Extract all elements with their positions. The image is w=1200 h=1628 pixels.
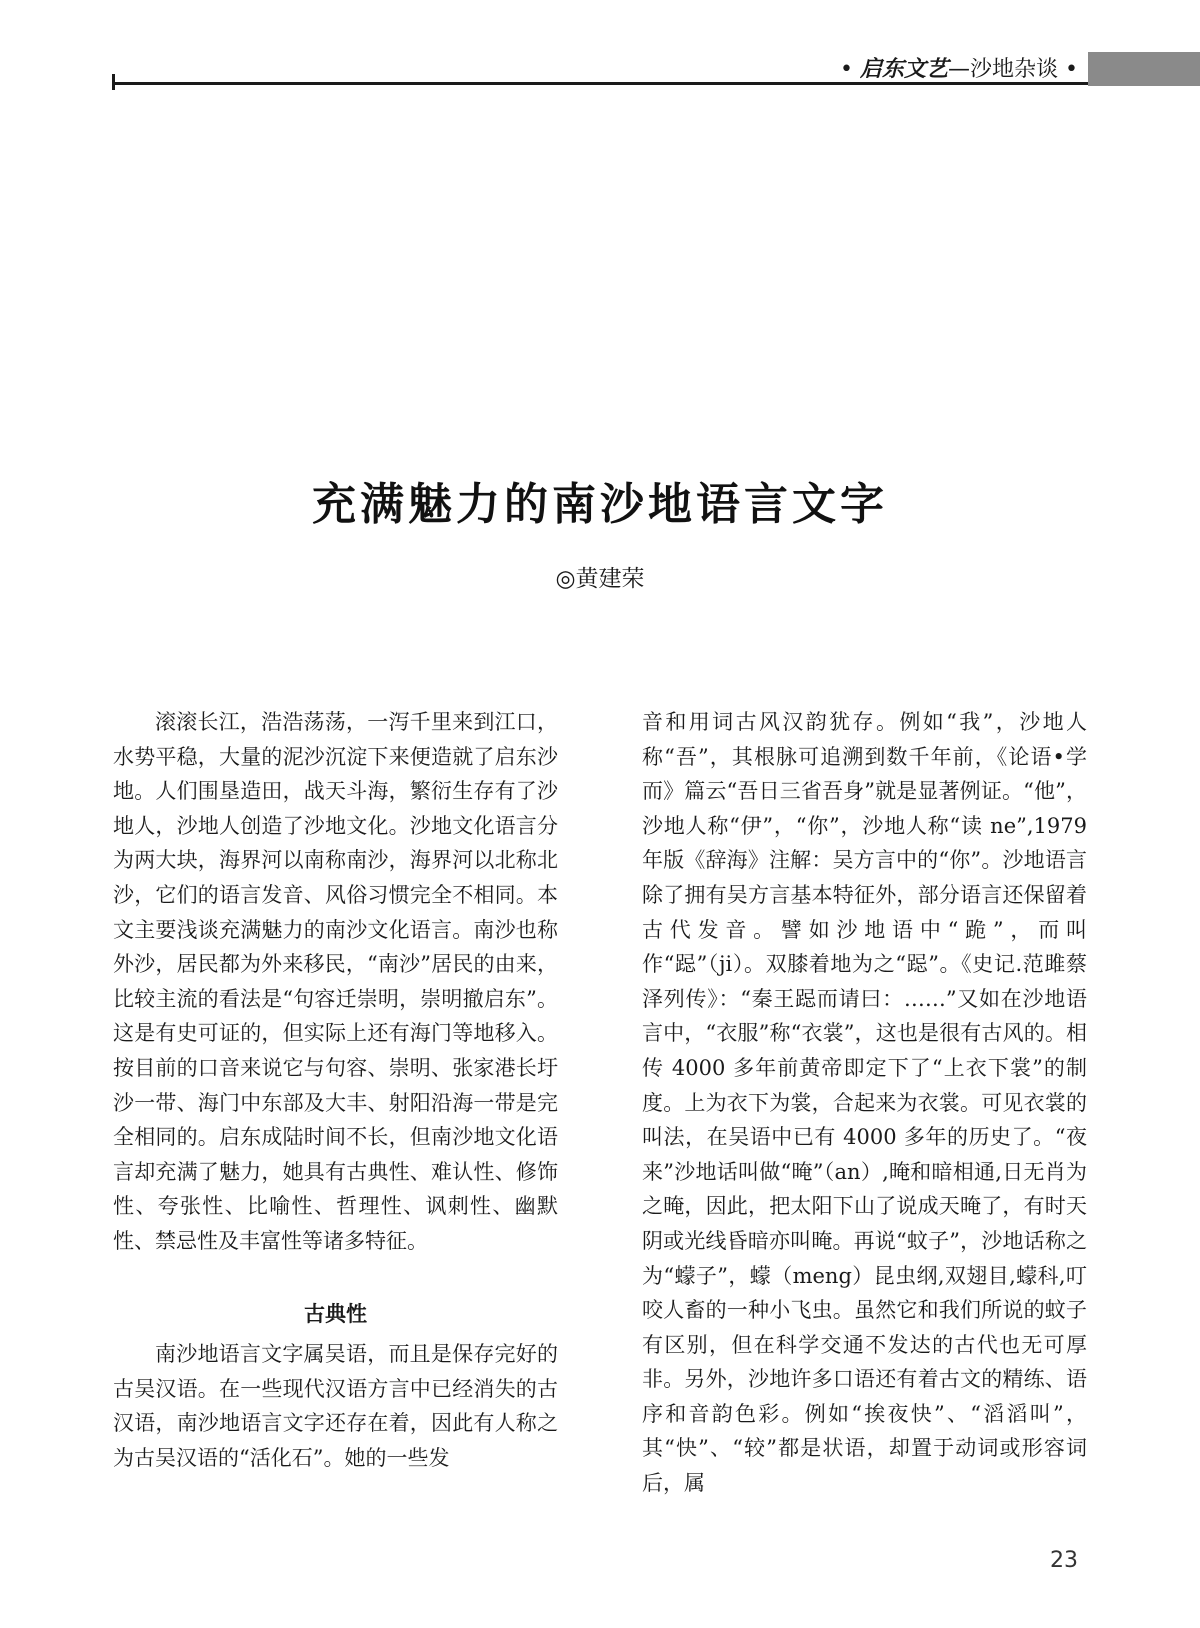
continued-paragraph: 音和用词古风汉韵犹存。例如“我”，沙地人称“吾”，其根脉可追溯到数千年前，《论语•学而》篇云“吾日三省吾身”就是显著例证。“他”，沙地人称“伊”，“你”，沙地人称“读 ne”,1979 年版《辞海》注解：吴方言中的“你”。沙地语言除了拥有吴方言基本特征外，部分语言还保留着古代发音。譬如沙地语中“跪”，而叫作“跽”（ji）。双膝着地为之“跽”。《史记.范雎蔡泽列传》：“秦王跽而请曰：……”又如在沙地语言中，“衣服”称“衣裳”，这也是很有古风的。相传 4000 多年前黄帝即定下了“上衣下裳”的制度。上为衣下为裳，合起来为衣裳。可见衣裳的叫法，在吴语中已有 4000 多年的历史了。“夜来”沙地话叫做“晻”（an）,晻和暗相通,日无肖为之晻，因此，把太阳下山了说成天晻了，有时天阴或光线昏暗亦叫晻。再说“蚊子”，沙地话称之为“蠓子”，蠓（meng）昆虫纲,双翅目,蠓科,叮咬人畜的一种小飞虫。虽然它和我们所说的蚊子有区别，但在科学交通不发达的古代也无可厚非。另外，沙地许多口语还有着古文的精练、语序和音韵色彩。例如“挨夜快”、“滔滔叫”，其“快”、“较”都是状语，却置于动词或形容词后，属 (642, 710, 1087, 1496)
header-dot-left: • (840, 57, 853, 82)
left-column (113, 705, 558, 1475)
section-paragraph: 南沙地语言文字属吴语，而且是保存完好的古吴汉语。在一些现代汉语方言中已经消失的古汉语，南沙地语言文字还存在着，因此有人称之为古吴汉语的“活化石”。她的一些发 (113, 1342, 558, 1470)
header-rule (112, 82, 1200, 85)
header-dot-right: • (1065, 57, 1078, 82)
intro-paragraph: 滚滚长江，浩浩荡荡，一泻千里来到江口，水势平稳，大量的泥沙沉淀下来便造就了启东沙地。人们围垦造田，战天斗海，繁衍生存有了沙地人，沙地人创造了沙地文化。沙地文化语言分为两大块，海界河以南称南沙，海界河以北称北沙，它们的语言发音、风俗习惯完全不相同。本文主要浅谈充满魅力的南沙文化语言。南沙也称外沙，居民都为外来移民，“南沙”居民的由来，比较主流的看法是“句容迁崇明，崇明撤启东”。这是有史可证的，但实际上还有海门等地移入。按目前的口音来说它与句容、崇明、张家港长圩沙一带、海门中东部及大丰、射阳沿海一带是完全相同的。启东成陆时间不长，但南沙地文化语言却充满了魅力，她具有古典性、难认性、修饰性、夸张性、比喻性、哲理性、讽刺性、幽默性、禁忌性及丰富性等诸多特征。 (113, 710, 558, 1253)
running-header (840, 56, 1078, 82)
article-author: ◎黄建荣 (555, 566, 645, 592)
section-heading: 古典性 (304, 1301, 367, 1326)
page-number: 23 (1050, 1548, 1078, 1573)
right-column (642, 705, 1087, 1501)
header-gray-bar (1088, 52, 1200, 86)
header-separator: — (948, 57, 970, 82)
header-section-name: 沙地杂谈 (970, 57, 1059, 82)
article-title: 充满魅力的南沙地语言文字 (312, 479, 888, 530)
header-column-name: 启东文艺 (859, 56, 948, 82)
